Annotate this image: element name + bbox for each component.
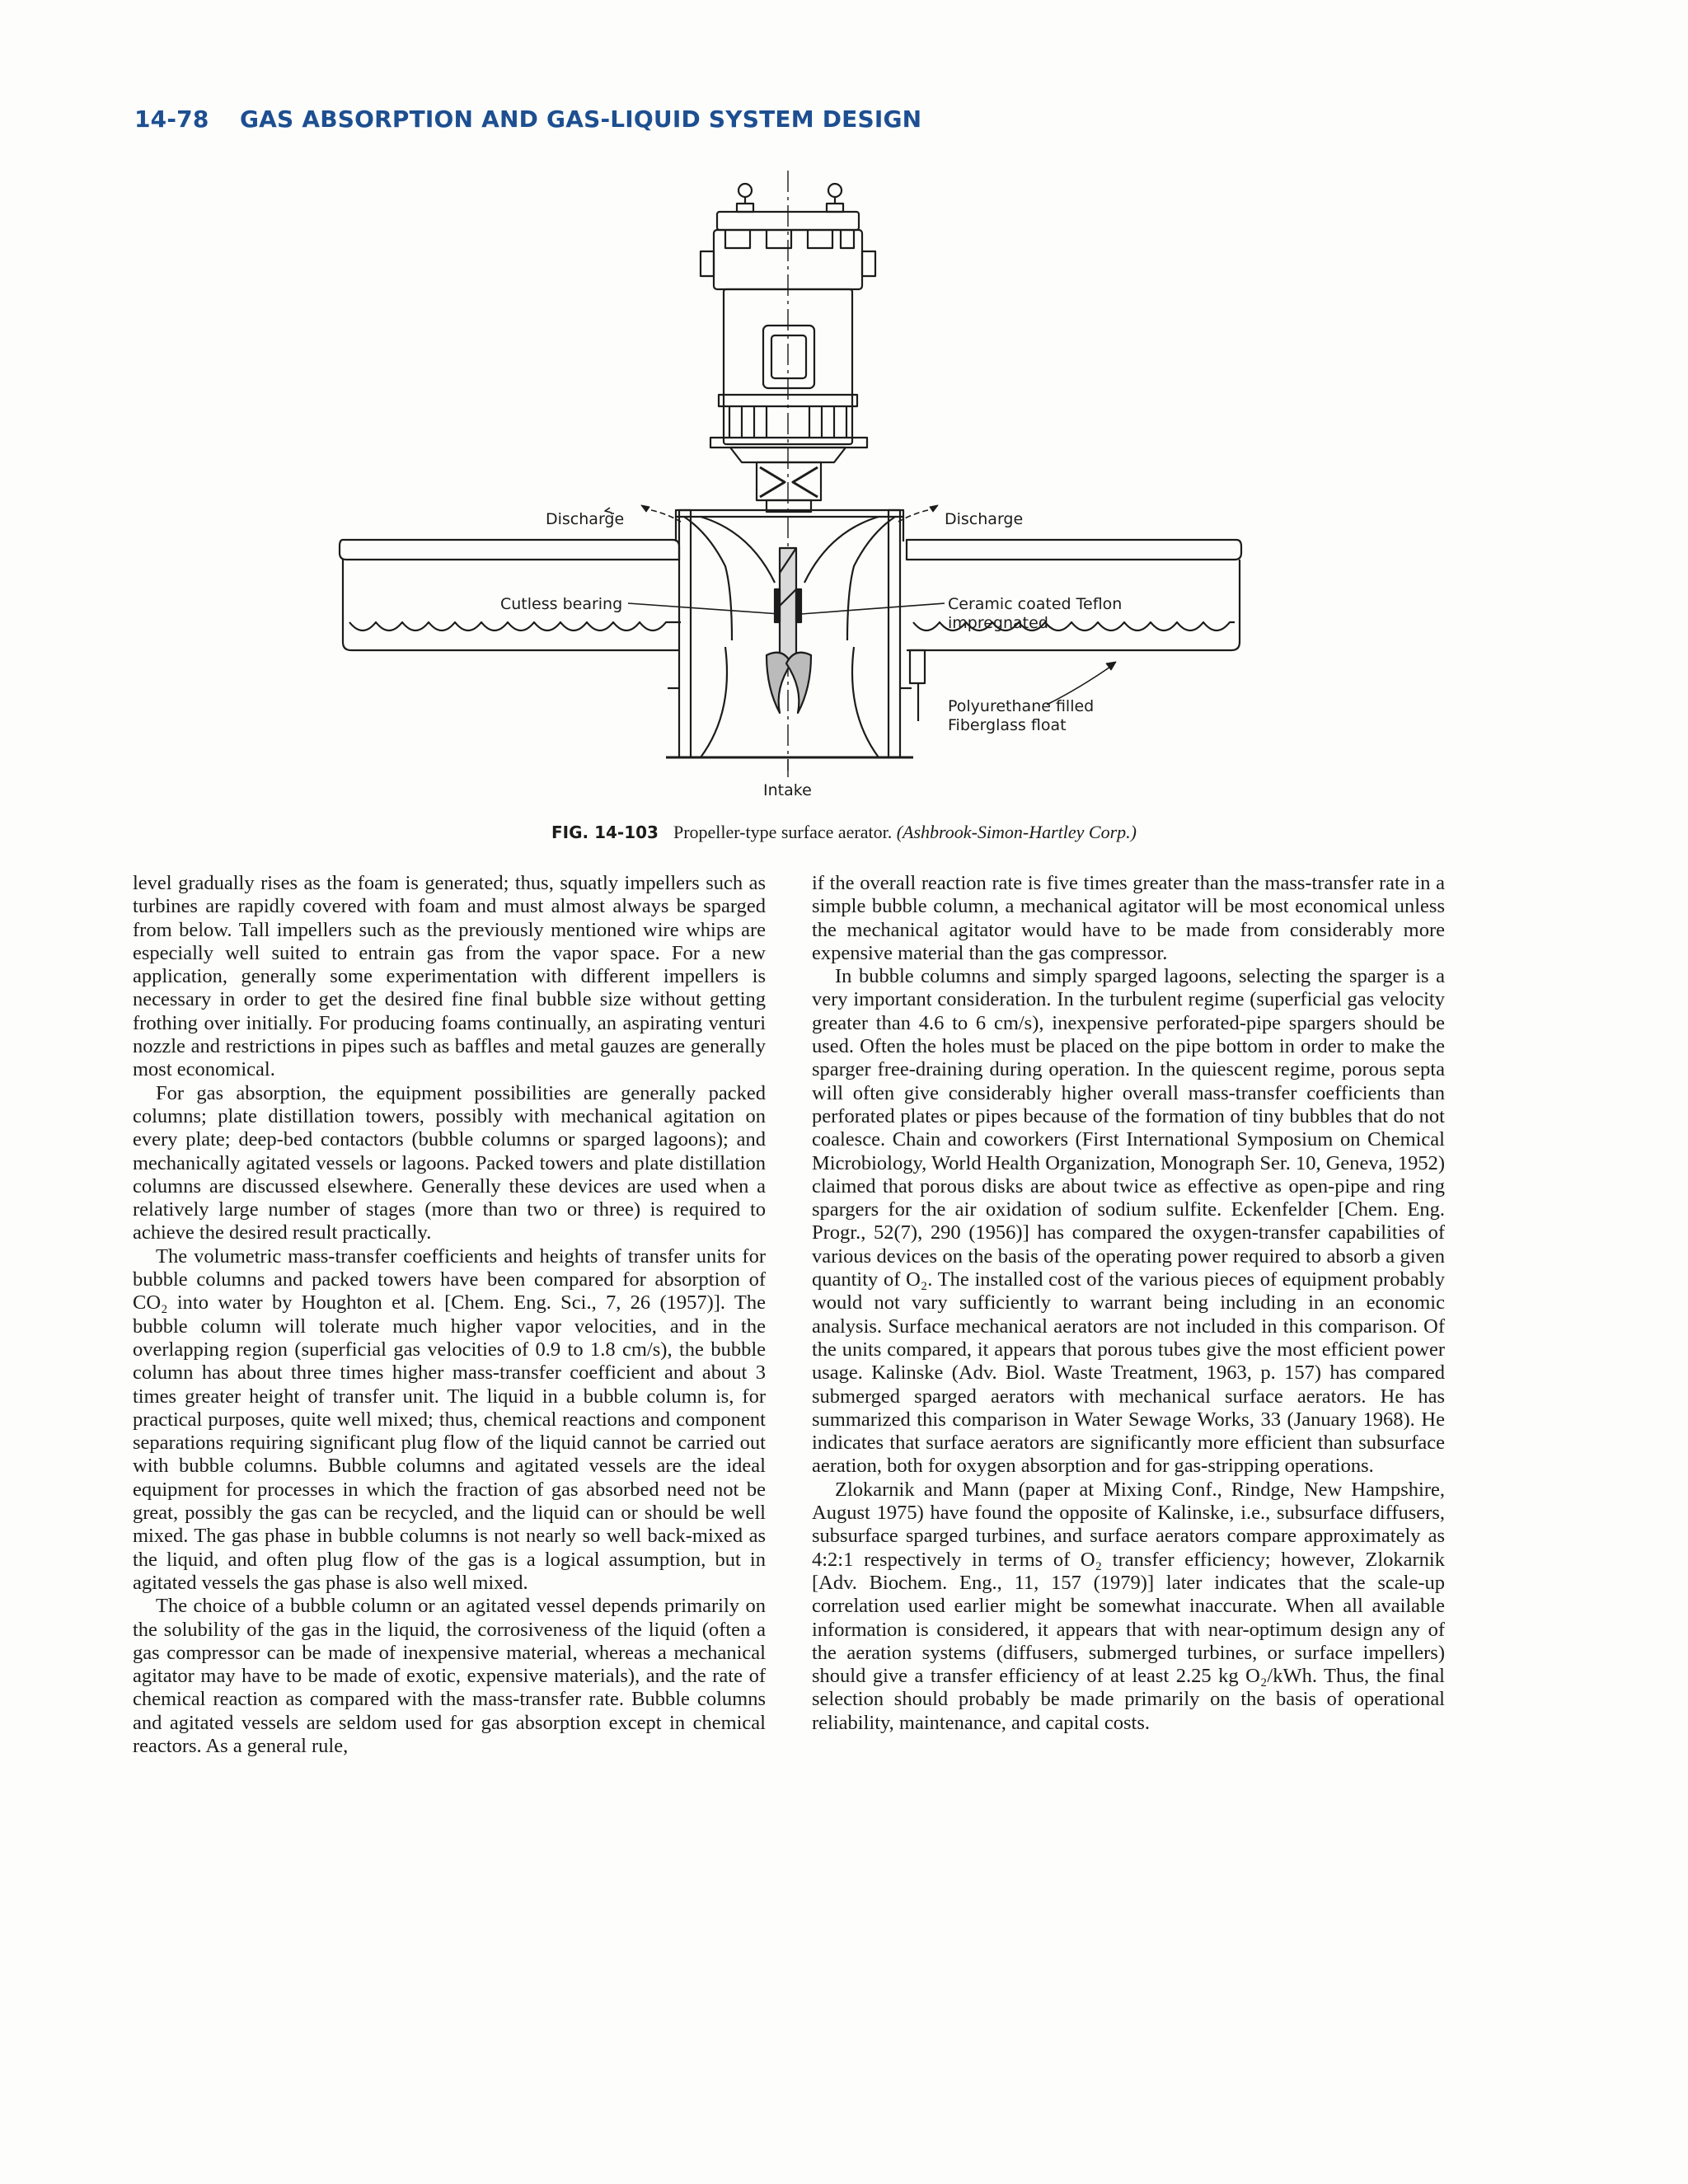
lifting-eye-left — [737, 184, 753, 212]
running-header — [134, 105, 921, 133]
paragraph: The choice of a bubble column or an agitated vessel depends primarily on the solubility of the gas in the liquid, the corrosiveness of the liquid (often a gas compressor can be made of inexpensive material, whereas a mechanical agitator may have to be made of exotic, expensive materials), and the rate of chemical reaction as compared with the mass-transfer rate. Bubble columns and agitated vessels are seldom used for gas absorption except in chemical reactors. As a general rule, — [133, 1595, 766, 1757]
label-float-line2: Fiberglass float — [948, 716, 1067, 734]
paragraph: Zlokarnik and Mann (paper at Mixing Conf., Rindge, New Hampshire, August 1975) have found the opposite of Kalinske, i.e., subsurface diffusers, subsurface sparged turbines, and surface aerators compare approximately as 4:2:1 respectively in terms of O₂ transfer efficiency; however, Zlokarnik [Adv. Biochem. Eng., 11, 157 (1979)] later indicates that the scale-up correlation used earlier might be somewhat inaccurate. When all available information is considered, it appears that with near-optimum design any of the aeration systems (diffusers, submerged turbines, or surface impellers) should give a transfer efficiency of at least 2.25 kg O₂/kWh. Thus, the final selection should probably be made primarily on the basis of operational reliability, maintenance, and capital costs. — [812, 1478, 1445, 1734]
paragraph: For gas absorption, the equipment possibilities are generally packed columns; plate distillation towers, possibly with mechanical agitation on every plate; deep-bed contactors (bubble columns or sparged lagoons); and mechanically agitated vessels or lagoons. Packed towers and plate distillation columns are discussed elsewhere. Generally these devices are used when a relatively large number of stages (more than two or three) is required to achieve the desired result practically. — [133, 1081, 766, 1244]
figure-caption — [0, 822, 1688, 843]
label-float-line1: Polyurethane filled — [948, 697, 1095, 715]
label-ceramic-line2: impregnated — [948, 614, 1048, 632]
page-number: 14-78 — [134, 105, 209, 133]
label-discharge-left: Discharge — [546, 510, 625, 528]
paragraph: if the overall reaction rate is five times greater than the mass-transfer rate in a simple bubble column, a mechanical agitator will be most economical unless the mechanical agitator would have to be made from considerably more expensive material than the gas compressor. — [812, 872, 1445, 964]
figure-number: FIG. 14-103 — [551, 823, 659, 842]
caption-text: Propeller-type surface aerator. — [673, 822, 893, 842]
paragraph: In bubble columns and simply sparged lagoons, selecting the sparger is a very important consideration. In the turbulent regime (superficial gas velocity greater than 4.6 to 6 cm/s), inexpensive perforated-pipe spargers should be used. Often the holes must be placed on the pipe bottom in order to make the sparger free-draining during operation. In the quiescent regime, porous septa will often give considerably higher overall mass-transfer coefficients than perforated plates or pipes because of the formation of tiny bubbles that do not coalesce. Chain and coworkers (First International Symposium on Chemical Microbiology, World Health Organization, Monograph Ser. 10, Geneva, 1952) claimed that porous disks are about twice as effective as open-pipe and ring spargers for the air oxidation of sodium sulfite. Eckenfelder [Chem. Eng. Progr., 52(7), 290 (1956)] has compared the oxygen-transfer capabilities of various devices on the basis of the operating power required to absorb a given quantity of O₂. The installed cost of the various pieces of equipment probably would not vary sufficiently to warrant being including in an economic analysis. Surface mechanical aerators are not included in this comparison. Of the units compared, it appears that porous tubes give the most efficient power usage. Kalinske (Adv. Biol. Waste Treatment, 1963, p. 157) has compared submerged sparged aerators with mechanical surface aerators. He has summarized this comparison in Water Sewage Works, 33 (January 1968). He indicates that surface aerators are significantly more efficient than subsurface aeration, both for oxygen absorption and for gas-stripping operations. — [812, 965, 1445, 1478]
label-discharge-right: Discharge — [945, 510, 1024, 528]
aerator-diagram — [338, 161, 1245, 804]
paragraph: level gradually rises as the foam is generated; thus, squatly impellers such as turbines are rapidly covered with foam and must almost always be sparged from below. Tall impellers such as the previously mentioned wire whips are especially well suited to entrain gas from the vapor space. For a new application, generally some experimentation with different impellers is necessary in order to get the desired fine final bubble size without getting frothing over initially. For producing foams continually, an aspirating venturi nozzle and restrictions in pipes such as baffles and metal gauzes are generally most economical. — [133, 872, 766, 1081]
paragraph: The volumetric mass-transfer coefficients and heights of transfer units for bubble columns and packed towers have been compared for absorption of CO₂ into water by Houghton et al. [Chem. Eng. Sci., 7, 26 (1957)]. The bubble column will tolerate much higher vapor velocities, and in the overlapping region (superficial gas velocities of 0.9 to 1.8 cm/s), the bubble column has about three times higher mass-transfer coefficient and about 3 times greater height of transfer unit. The liquid in a bubble column is, for practical purposes, quite well mixed; thus, chemical reactions and component separations requiring significant plug flow of the liquid cannot be carried out with bubble columns. Bubble columns and agitated vessels are the ideal equipment for processes in which the fraction of gas absorbed need not be great, possibly the gas can be recycled, and the liquid can or should be well mixed. The gas phase in bubble columns is not nearly so well back-mixed as the liquid, and often plug flow of the gas is a logical assumption, but in agitated vessels the gas phase is also well mixed. — [133, 1244, 766, 1594]
label-cutless-bearing: Cutless bearing — [500, 595, 623, 613]
left-column — [133, 872, 766, 1758]
caption-source: (Ashbrook-Simon-Hartley Corp.) — [896, 822, 1137, 842]
label-ceramic-line1: Ceramic coated Teflon — [948, 595, 1123, 613]
section-title: GAS ABSORPTION AND GAS-LIQUID SYSTEM DESIGN — [240, 105, 922, 133]
lifting-eye-right — [827, 184, 843, 212]
right-column — [812, 872, 1445, 1735]
shaft-propeller — [767, 548, 811, 713]
aerator-figure — [338, 161, 1245, 804]
label-intake: Intake — [763, 781, 812, 799]
